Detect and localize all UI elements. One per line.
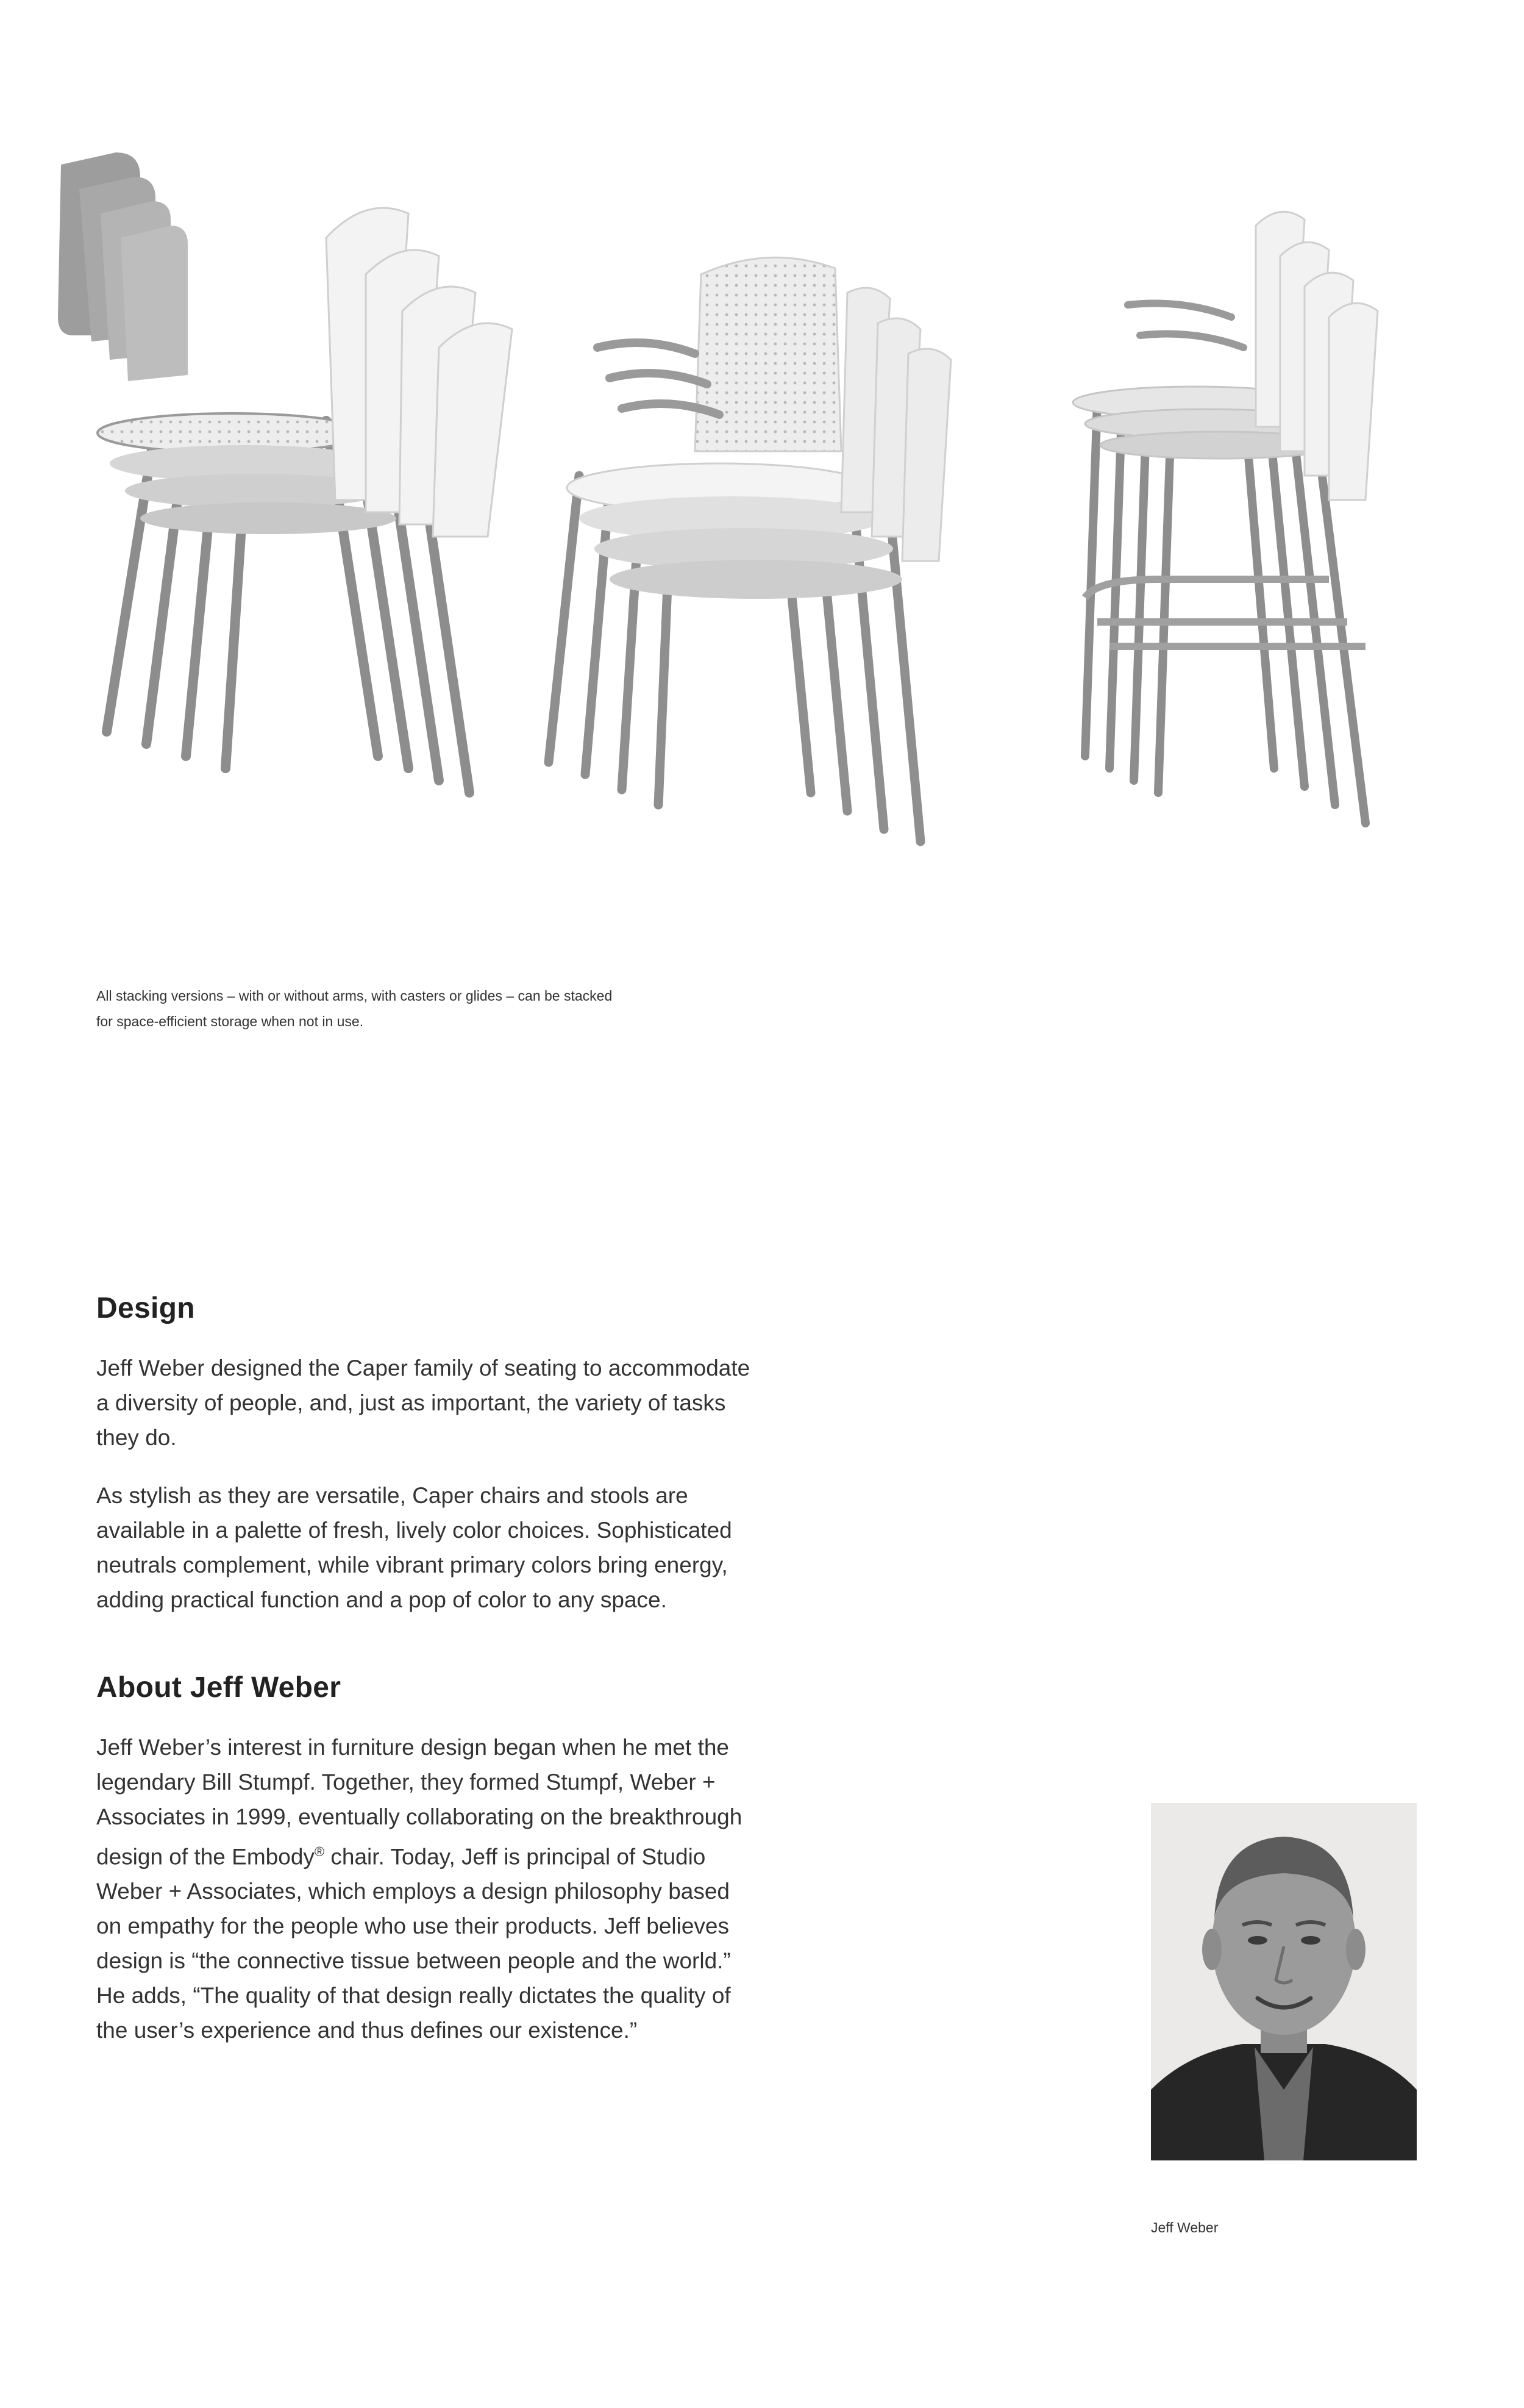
photo-caption: [96, 983, 694, 1034]
about-section: [96, 1671, 755, 2048]
chair-stack-left: [58, 152, 512, 793]
about-paragraph: [96, 1730, 755, 2048]
registered-mark: ®: [314, 1844, 325, 1859]
design-heading: Design: [96, 1292, 195, 1324]
stacked-chairs-photo: [49, 134, 1426, 951]
about-heading: About Jeff Weber: [96, 1671, 341, 1704]
about-bio-part-2: chair. Today, Jeff is principal of Studio Weber + Associates, which employs a design philosophy based on empathy for the people who use their products. Jeff believes design is “the connective tissue between people and the world.” He adds, “The quality of that design really dictates the quality of the user’s experience and thus defines our existence.”: [96, 1844, 731, 2043]
design-paragraph-1: Jeff Weber designed the Caper family of seating to accommodate a diversity of people, and, just as important, the variety of tasks they do.: [96, 1356, 750, 1450]
design-section: [96, 1292, 755, 1617]
about-bio-part-1: Jeff Weber’s interest in furniture design began when he met the legendary Bill Stumpf. Together, they formed Stumpf, Weber + Associates in 1999, eventually collaborating on the breakthrough design of the Embody: [96, 1735, 742, 1870]
stool-stack-right: [1073, 212, 1378, 823]
portrait-caption: Jeff Weber: [1151, 2220, 1219, 2235]
photo-caption-line-2: for space-efficient storage when not in use.: [96, 1013, 364, 1029]
portrait-photo: [1151, 1803, 1417, 2160]
design-paragraph-2: As stylish as they are versatile, Caper chairs and stools are available in a palette of fresh, lively color choices. Sophisticated neutrals complement, while vibrant primary colors bring energy, adding practical function and a pop of color to any space.: [96, 1483, 732, 1612]
photo-caption-line-1: All stacking versions – with or without arms, with casters or glides – can be stacked: [96, 988, 613, 1004]
chair-stack-middle: [549, 257, 951, 841]
